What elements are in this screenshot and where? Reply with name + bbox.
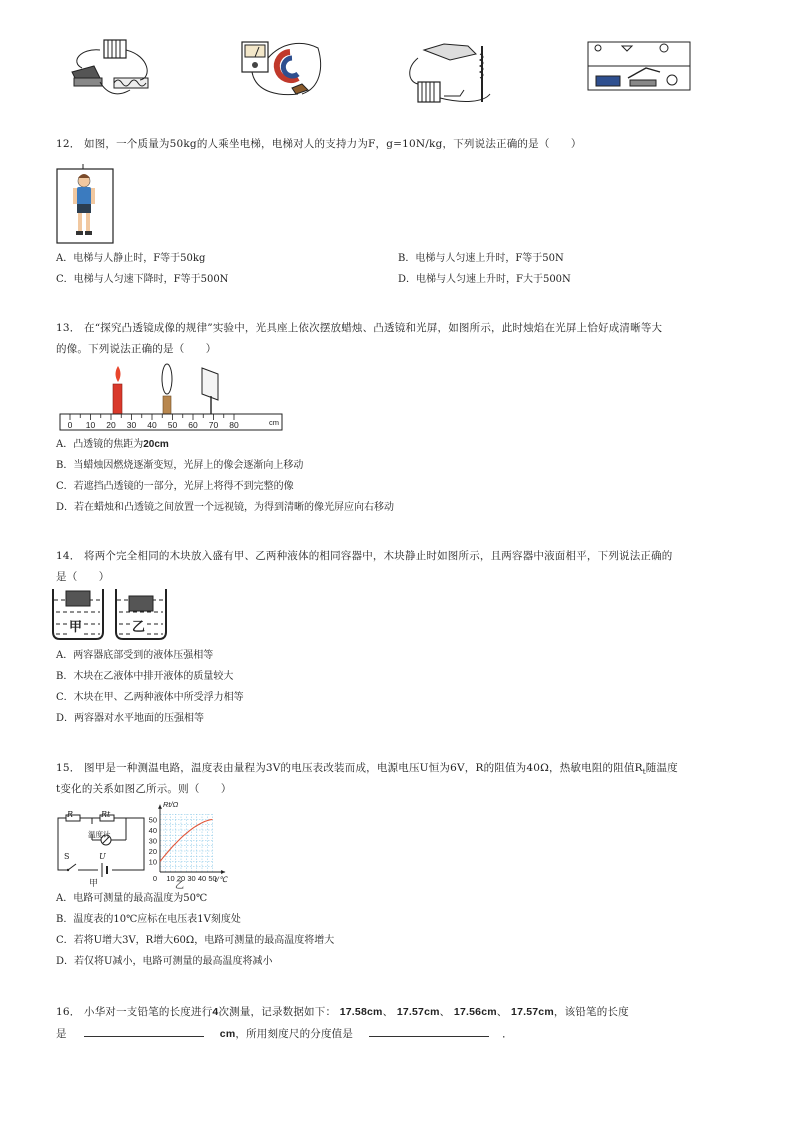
figure-telegraph-apparatus	[60, 38, 160, 102]
container-label-jia: 甲	[69, 620, 83, 635]
q12-option-c[interactable]: C．电梯与人匀速下降时，F等于500N	[56, 274, 229, 285]
q16-measurement-3: 17.56cm	[453, 1006, 497, 1018]
figure-optical-bench	[56, 362, 286, 432]
graph-y-tick-label: 50	[148, 815, 157, 825]
figure-circuit-jia	[54, 808, 150, 888]
graph-y-tick-label: 20	[148, 847, 157, 856]
q13-option-b[interactable]: B．当蜡烛因燃烧逐渐变短，光屏上的像会逐渐向上移动	[56, 460, 304, 471]
q12-option-d[interactable]: D．电梯与人匀速上升时，F大于500N	[398, 274, 571, 285]
q16-sep-2: 、	[439, 1006, 451, 1018]
ruler-tick-label: 30	[126, 420, 137, 430]
q15-option-d[interactable]: D．若仅将U减小，电路可测量的最高温度将减小	[56, 956, 273, 967]
figure-graph-yi	[140, 796, 260, 892]
circuit-label-r: R	[67, 810, 74, 819]
q16-line2-mid: ，所用刻度尺的分度值是	[235, 1028, 354, 1040]
q15-option-b[interactable]: B．温度表的10℃应标在电压表1V刻度处	[56, 914, 241, 925]
graph-x-tick-label: 30	[187, 874, 196, 883]
q13-stem-line2: 的像。下列说法正确的是（ ）	[56, 343, 217, 355]
graph-x-tick-label: 10	[166, 874, 175, 883]
graph-x-tick-label: 40	[197, 874, 207, 883]
q16-line2-prefix: 是	[56, 1028, 67, 1040]
container-label-yi: 乙	[132, 620, 146, 635]
q13-stem-line1: 13． 在“探究凸透镜成像的规律”实验中，光具座上依次摆放蜡烛、凸透镜和光屏，如图所示，此时烛焰在光屏上恰好成清晰等大	[56, 322, 663, 334]
circuit-caption: 甲	[89, 879, 99, 889]
q16-answer-length-blank[interactable]	[84, 1024, 204, 1037]
q15-option-c[interactable]: C．若将U增大3V，R增大60Ω，电路可测量的最高温度将增大	[56, 935, 335, 946]
graph-y-tick-label: 10	[148, 857, 157, 867]
ruler-tick-label: 10	[85, 420, 96, 430]
graph-y-tick-label: 30	[148, 836, 157, 846]
q12-stem: 12． 如图，一个质量为50kg的人乘坐电梯，电梯对人的支持力为F，g=10N/kg，下列说法正确的是（ ）	[56, 138, 582, 150]
q16-sep-3: 、	[496, 1006, 508, 1018]
q16-sep-1: 、	[382, 1006, 394, 1018]
q15-option-a[interactable]: A．电路可测量的最高温度为50℃	[56, 893, 208, 904]
q15-stem-line1-b: 随温度	[645, 762, 678, 774]
graph-y-arrow	[158, 805, 162, 809]
q12-option-a[interactable]: A．电梯与人静止时，F等于50kg	[56, 253, 206, 264]
q14-option-c[interactable]: C．木块在甲、乙两种液体中所受浮力相等	[56, 692, 244, 703]
q14-stem-line2: 是（ ）	[56, 571, 110, 583]
graph-y-axis-label: Rt/Ω	[163, 799, 179, 809]
q16-answer-division-blank[interactable]	[369, 1024, 489, 1037]
circuit-label-rt: Rt	[101, 810, 111, 819]
figure-electromagnet-circuit	[404, 38, 504, 108]
q16-measurement-4: 17.57cm	[511, 1006, 554, 1018]
circuit-label-u: U	[99, 852, 106, 861]
q16-count: 4	[212, 1006, 219, 1018]
circuit-label-switch: S	[64, 852, 70, 861]
q16-line2	[56, 1024, 776, 1044]
ruler-unit-label: cm	[269, 418, 279, 427]
q14-option-d[interactable]: D．两容器对水平地面的压强相等	[56, 713, 205, 724]
q13-option-d[interactable]: D．若在蜡烛和凸透镜之间放置一个远视镜，为得到清晰的像光屏应向右移动	[56, 502, 395, 513]
ruler-tick-label: 60	[188, 420, 198, 430]
q15-stem-subscript: t	[642, 768, 646, 777]
q16-line1	[56, 1002, 776, 1022]
figure-galvanometer-magnet	[232, 38, 332, 102]
q13-option-c[interactable]: C．若遮挡凸透镜的一部分，光屏上将得不到完整的像	[56, 481, 294, 492]
ruler-tick-label: 80	[229, 420, 239, 430]
graph-origin-label: 0	[152, 874, 157, 883]
q16-text-suffix: ，该铅笔的长度	[553, 1006, 629, 1018]
graph-x-axis-label: t/℃	[214, 875, 228, 884]
circuit-label-meter: 温度计	[88, 830, 111, 839]
graph-y-tick-label: 40	[148, 826, 157, 835]
graph-x-tick-label: 50	[208, 874, 217, 883]
graph-x-arrow	[221, 870, 225, 874]
ruler-tick-label: 0	[67, 420, 73, 430]
q15-stem-line1-a: 15． 图甲是一种测温电路，温度表由量程为3V的电压表改装而成，电源电压U恒为6V，R的阻值为40Ω，热敏电阻的阻值R	[56, 762, 643, 774]
figure-elevator-person	[56, 164, 114, 244]
q15-stem-line2: t变化的关系如图乙所示。则（ ）	[56, 783, 232, 795]
q12-option-b[interactable]: B．电梯与人匀速上升时，F等于50N	[398, 253, 564, 264]
q16-measurement-1: 17.58cm	[339, 1006, 383, 1018]
q13-option-a[interactable]	[56, 438, 169, 452]
q16-text-mid: 次测量，记录数据如下：	[218, 1006, 337, 1018]
graph-grid	[160, 814, 213, 872]
q16-text-prefix: 16． 小华对一支铅笔的长度进行	[56, 1006, 213, 1018]
q16-unit: cm	[219, 1028, 236, 1040]
ruler-tick-label: 50	[167, 420, 178, 430]
q14-option-a[interactable]: A．两容器底部受到的液体压强相等	[56, 650, 214, 661]
q13-option-a-value: 20cm	[143, 439, 169, 450]
graph-x-tick-label: 20	[176, 874, 186, 883]
q14-stem-line1: 14． 将两个完全相同的木块放入盛有甲、乙两种液体的相同容器中，木块静止时如图所示，且两容器中液面相平，下列说法正确的	[56, 550, 673, 562]
ruler-tick-label: 40	[147, 420, 157, 430]
ruler-tick-label: 70	[208, 420, 219, 430]
q14-option-b[interactable]: B．木块在乙液体中排开液体的质量较大	[56, 671, 234, 682]
q16-line2-end: ．	[502, 1028, 513, 1040]
ruler-tick-label: 20	[106, 420, 116, 430]
figure-relay-circuit	[584, 36, 694, 100]
q16-measurement-2: 17.57cm	[396, 1006, 440, 1018]
graph-caption: 乙	[175, 881, 185, 891]
q13-option-a-text: A．凸透镜的焦距为	[56, 439, 144, 450]
